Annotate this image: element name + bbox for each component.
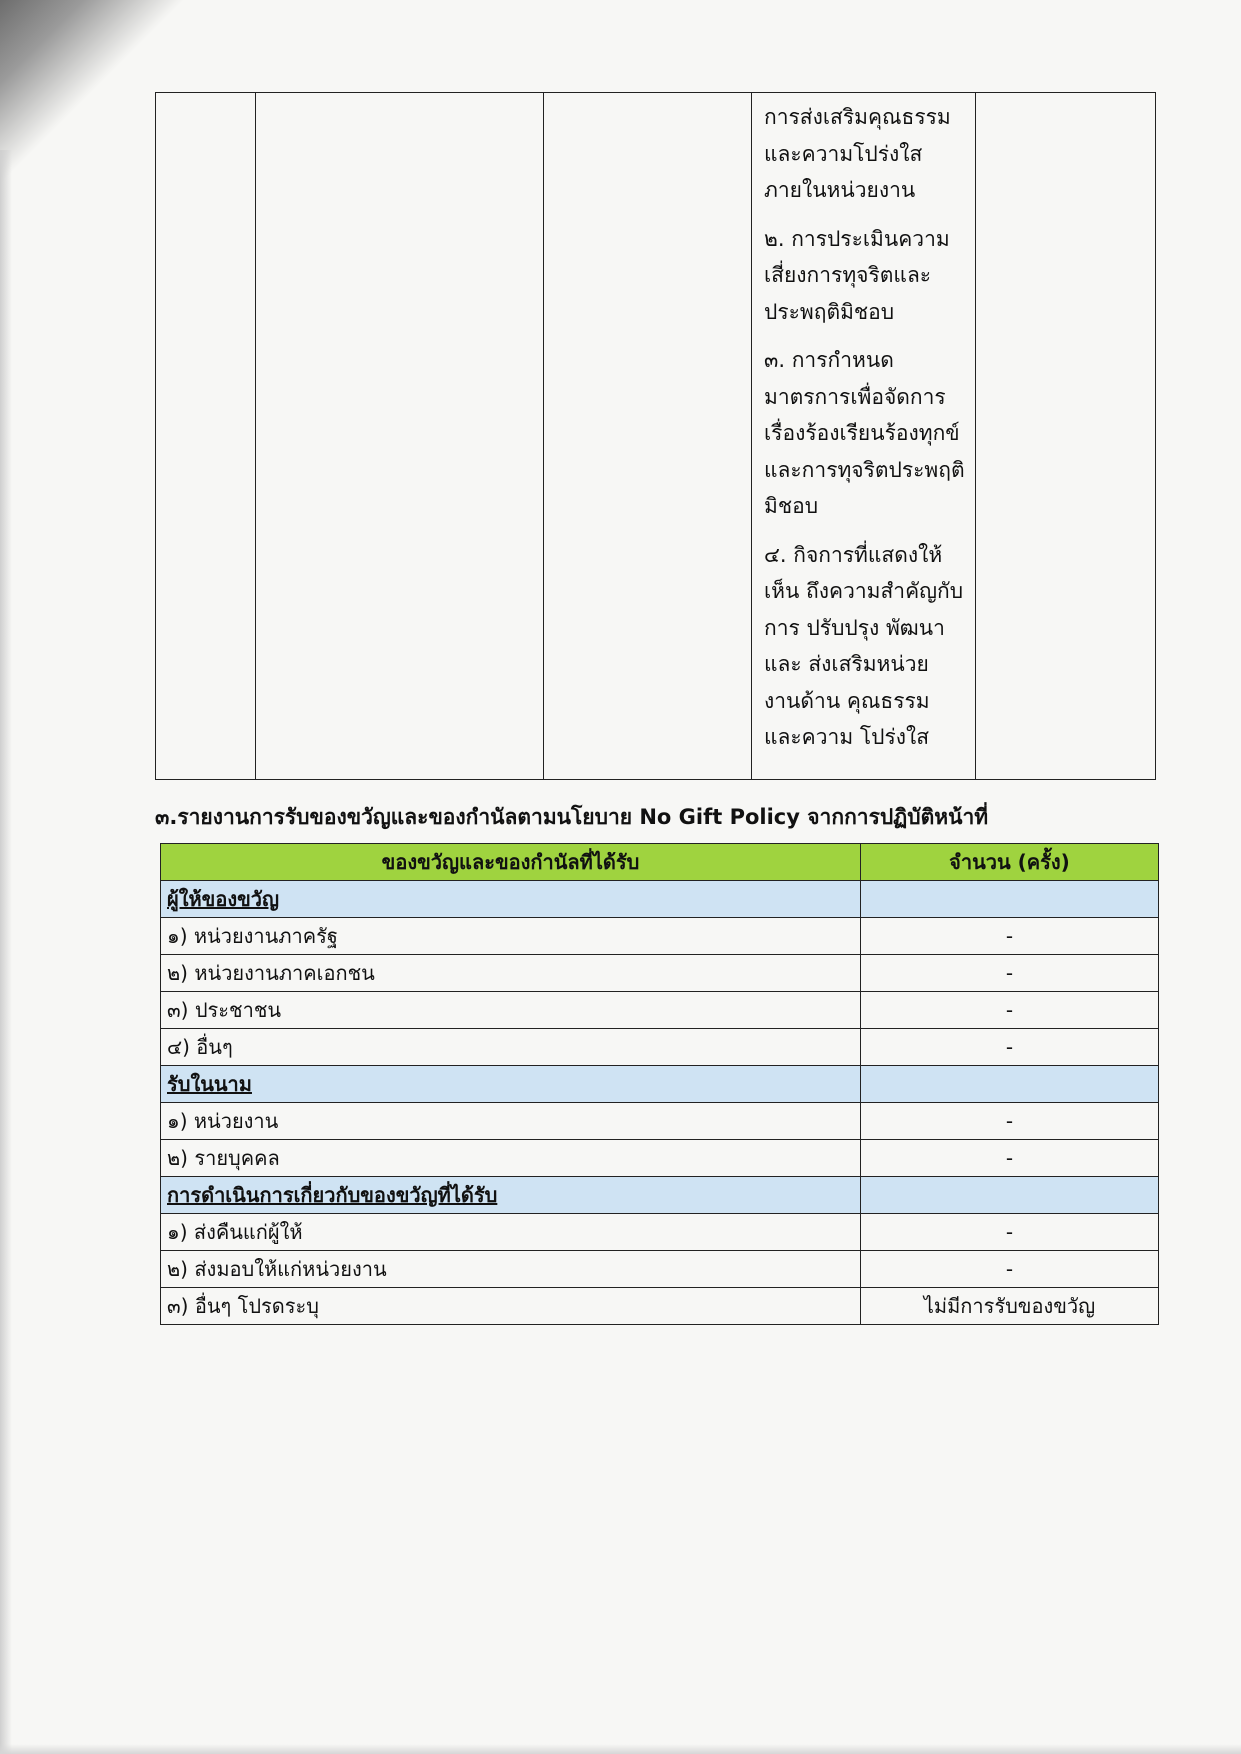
measure-item: การส่งเสริมคุณธรรม และความโปร่งใส ภายในหน่วยงาน: [764, 105, 951, 202]
category-title: ผู้ให้ของขวัญ: [161, 881, 861, 918]
blank-cell: [861, 1177, 1159, 1214]
measure-item: ๓. การกำหนด มาตรการเพื่อจัดการ เรื่องร้องเรียนร้องทุกข์ และการทุจริตประพฤติ มิชอบ: [764, 348, 965, 518]
measure-item: ๒. การประเมินความ เสี่ยงการทุจริตและ ประพฤติมิชอบ: [764, 226, 950, 324]
table-row: [156, 93, 1156, 780]
column-header-count: จำนวน (ครั้ง): [861, 844, 1159, 881]
table-row: [161, 992, 1159, 1029]
page-bottom-shadow: [0, 1744, 1241, 1754]
blank-cell: [861, 881, 1159, 918]
measures-table: [155, 92, 1156, 780]
row-value: -: [861, 992, 1159, 1029]
row-label: ๑) ส่งคืนแก่ผู้ให้: [161, 1214, 861, 1251]
row-value: -: [861, 1103, 1159, 1140]
row-value: -: [861, 955, 1159, 992]
table-row: [161, 1214, 1159, 1251]
table-row: [161, 1251, 1159, 1288]
category-row: [161, 1177, 1159, 1214]
row-label: ๓) ประชาชน: [161, 992, 861, 1029]
measures-cell: [752, 93, 976, 780]
table-header-row: [161, 844, 1159, 881]
row-value: -: [861, 1140, 1159, 1177]
row-value: -: [861, 1029, 1159, 1066]
blank-cell: [156, 93, 256, 780]
table-row: [161, 1029, 1159, 1066]
row-label: ๑) หน่วยงาน: [161, 1103, 861, 1140]
row-label: ๒) ส่งมอบให้แก่หน่วยงาน: [161, 1251, 861, 1288]
table-row: [161, 1103, 1159, 1140]
category-title: การดำเนินการเกี่ยวกับของขวัญที่ได้รับ: [161, 1177, 861, 1214]
row-label: ๒) รายบุคคล: [161, 1140, 861, 1177]
blank-cell: [976, 93, 1156, 780]
row-label: ๔) อื่นๆ: [161, 1029, 861, 1066]
row-value: -: [861, 918, 1159, 955]
page-edge-shadow: [0, 150, 12, 1754]
row-label: ๑) หน่วยงานภาครัฐ: [161, 918, 861, 955]
section-heading: ๓.รายงานการรับของขวัญและของกำนัลตามนโยบาย No Gift Policy จากการปฏิบัติหน้าที่: [155, 805, 989, 829]
row-value: ไม่มีการรับของขวัญ: [861, 1288, 1159, 1325]
row-value: -: [861, 1251, 1159, 1288]
gift-report-table: [160, 843, 1159, 1325]
blank-cell: [256, 93, 544, 780]
category-row: [161, 881, 1159, 918]
table-row: [161, 1288, 1159, 1325]
row-label: ๓) อื่นๆ โปรดระบุ: [161, 1288, 861, 1325]
category-row: [161, 1066, 1159, 1103]
category-title: รับในนาม: [161, 1066, 861, 1103]
blank-cell: [544, 93, 752, 780]
table-row: [161, 1140, 1159, 1177]
table-row: [161, 955, 1159, 992]
row-value: -: [861, 1214, 1159, 1251]
blank-cell: [861, 1066, 1159, 1103]
row-label: ๒) หน่วยงานภาคเอกชน: [161, 955, 861, 992]
column-header-item: ของขวัญและของกำนัลที่ได้รับ: [161, 844, 861, 881]
measure-item: ๔. กิจการที่แสดงให้เห็น ถึงความสำคัญกับการ ปรับปรุง พัฒนา และ ส่งเสริมหน่วยงานด้าน คุณธรรมและความ โปร่งใส: [764, 542, 964, 749]
table-row: [161, 918, 1159, 955]
